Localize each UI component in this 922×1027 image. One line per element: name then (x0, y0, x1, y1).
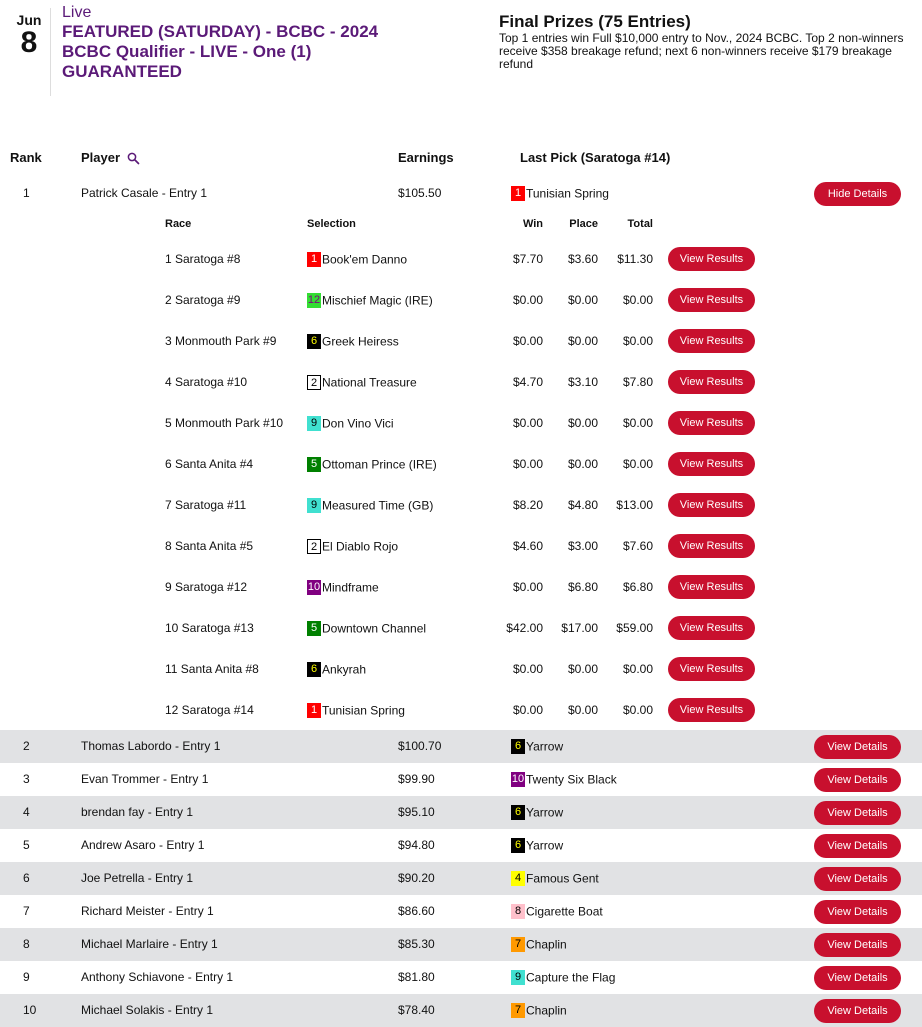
view-details-button[interactable]: View Details (814, 735, 901, 759)
view-results-button[interactable]: View Results (668, 616, 755, 640)
last-pick (511, 994, 567, 1027)
view-results-button[interactable]: View Results (668, 411, 755, 435)
selection-horse: Don Vino Vici (322, 416, 394, 431)
player-row (0, 829, 922, 862)
player-row (0, 961, 922, 994)
player-row (0, 895, 922, 928)
view-details-button[interactable]: View Details (814, 834, 901, 858)
post-number-badge: 10 (307, 581, 321, 594)
race-selection (307, 239, 407, 280)
prizes-title: Final Prizes (75 Entries) (499, 12, 691, 31)
total-payout: $6.80 (622, 580, 653, 594)
player-row (0, 796, 922, 829)
column-header-last-pick: Last Pick (Saratoga #14) (520, 150, 671, 165)
place-payout: $0.00 (567, 662, 598, 676)
total-payout: $0.00 (622, 293, 653, 307)
contest-title (62, 4, 472, 82)
sub-header-total: Total (627, 218, 653, 230)
contest-status: Live (62, 4, 92, 21)
player-name: Evan Trommer - Entry 1 (81, 772, 209, 786)
last-pick (511, 961, 615, 994)
sub-header-win: Win (522, 218, 543, 230)
post-number-badge: 7 (511, 937, 525, 952)
selection-horse: Tunisian Spring (322, 703, 405, 718)
post-number-badge: 1 (511, 186, 525, 201)
last-pick-horse: Yarrow (526, 739, 564, 754)
player-rank: 7 (23, 904, 30, 918)
sub-header-race: Race (165, 218, 192, 230)
place-payout: $3.00 (567, 539, 598, 553)
selection-horse: Ankyrah (322, 662, 367, 677)
post-number-badge: 4 (511, 871, 525, 886)
place-payout: $0.00 (567, 334, 598, 348)
contest-title-line: BCBC Qualifier - LIVE - One (1) (62, 42, 312, 61)
last-pick (511, 895, 603, 928)
view-details-button[interactable]: View Details (814, 867, 901, 891)
win-payout: $0.00 (512, 416, 543, 430)
player-rank: 6 (23, 871, 30, 885)
selection-horse: Book'em Danno (322, 252, 408, 267)
post-number-badge: 6 (511, 805, 525, 820)
post-number-badge: 1 (307, 252, 321, 267)
player-earnings: $81.80 (398, 970, 435, 984)
place-payout: $4.80 (567, 498, 598, 512)
place-payout: $17.00 (561, 621, 598, 635)
last-pick-horse: Chaplin (526, 1003, 567, 1018)
selection-horse: Measured Time (GB) (322, 498, 434, 513)
race-name: 6 Santa Anita #4 (165, 457, 254, 471)
post-number-badge: 7 (511, 1003, 525, 1018)
race-row (0, 280, 922, 321)
date-day: 8 (20, 26, 38, 59)
search-icon[interactable] (127, 152, 140, 165)
post-number-badge: 1 (307, 703, 321, 718)
column-header-earnings: Earnings (398, 150, 454, 165)
post-number-badge: 10 (511, 773, 525, 786)
player-earnings: $100.70 (398, 739, 442, 753)
view-results-button[interactable]: View Results (668, 247, 755, 271)
view-details-button[interactable]: View Details (814, 966, 901, 990)
win-payout: $0.00 (512, 580, 543, 594)
total-payout: $13.00 (616, 498, 653, 512)
place-payout: $3.60 (567, 252, 598, 266)
view-results-button[interactable]: View Results (668, 493, 755, 517)
player-name: Patrick Casale - Entry 1 (81, 186, 208, 200)
last-pick-horse: Chaplin (526, 937, 567, 952)
race-row (0, 526, 922, 567)
post-number-badge: 6 (511, 739, 525, 754)
player-earnings: $78.40 (398, 1003, 435, 1017)
post-number-badge: 8 (511, 904, 525, 919)
win-payout: $0.00 (512, 703, 543, 717)
place-payout: $0.00 (567, 293, 598, 307)
post-number-badge: 5 (307, 457, 321, 472)
win-payout: $4.70 (512, 375, 543, 389)
last-pick-horse: Twenty Six Black (526, 772, 617, 787)
place-payout: $0.00 (567, 703, 598, 717)
player-earnings: $94.80 (398, 838, 435, 852)
race-selection (307, 280, 433, 321)
column-header-rank: Rank (10, 150, 42, 165)
post-number-badge: 2 (307, 539, 321, 554)
race-row (0, 567, 922, 608)
race-selection (307, 567, 379, 608)
view-details-button[interactable]: View Details (814, 801, 901, 825)
post-number-badge: 6 (511, 838, 525, 853)
race-selection (307, 403, 394, 444)
total-payout: $0.00 (622, 334, 653, 348)
race-name: 12 Saratoga #14 (165, 703, 254, 717)
total-payout: $59.00 (616, 621, 653, 635)
player-row (0, 928, 922, 961)
contest-date (8, 6, 50, 58)
win-payout: $0.00 (512, 334, 543, 348)
view-results-button[interactable]: View Results (668, 657, 755, 681)
player-name: Thomas Labordo - Entry 1 (81, 739, 221, 753)
place-payout: $3.10 (567, 375, 598, 389)
post-number-badge: 9 (307, 416, 321, 431)
race-row (0, 690, 922, 731)
view-details-button[interactable]: View Details (814, 768, 901, 792)
race-name: 8 Santa Anita #5 (165, 539, 254, 553)
last-pick (511, 796, 563, 829)
win-payout: $8.20 (512, 498, 543, 512)
selection-horse: El Diablo Rojo (322, 539, 399, 554)
race-name: 1 Saratoga #8 (165, 252, 241, 266)
race-selection (307, 649, 366, 690)
total-payout: $0.00 (622, 662, 653, 676)
race-row (0, 649, 922, 690)
total-payout: $0.00 (622, 416, 653, 430)
contest-header (0, 0, 922, 110)
post-number-badge: 6 (307, 662, 321, 677)
selection-horse: Greek Heiress (322, 334, 399, 349)
view-results-button[interactable]: View Results (668, 534, 755, 558)
player-row (0, 862, 922, 895)
last-pick-horse: Cigarette Boat (526, 904, 603, 919)
race-name: 5 Monmouth Park #10 (165, 416, 284, 430)
date-month: Jun (16, 12, 42, 28)
last-pick-horse: Yarrow (526, 805, 564, 820)
race-selection (307, 608, 426, 649)
selection-horse: Ottoman Prince (IRE) (322, 457, 437, 472)
column-header-player-label: Player (81, 150, 121, 165)
race-selection (307, 321, 399, 362)
last-pick (511, 829, 563, 862)
race-name: 3 Monmouth Park #9 (165, 334, 277, 348)
race-name: 11 Santa Anita #8 (165, 662, 259, 676)
place-payout: $0.00 (567, 416, 598, 430)
player-name: Joe Petrella - Entry 1 (81, 871, 194, 885)
selection-horse: Downtown Channel (322, 621, 427, 636)
player-row (0, 763, 922, 796)
view-results-button[interactable]: View Results (668, 370, 755, 394)
place-payout: $6.80 (567, 580, 598, 594)
post-number-badge: 6 (307, 334, 321, 349)
hide-details-button[interactable]: Hide Details (814, 182, 901, 206)
last-pick-horse: Famous Gent (526, 871, 599, 886)
last-pick (511, 730, 563, 763)
prizes-description: Top 1 entries win Full $10,000 entry to Nov., 2024 BCBC. Top 2 non-winners receive $358 breakage refund; next 6 non-winners receive $179 breakage refund (499, 31, 904, 71)
view-results-button[interactable]: View Results (668, 452, 755, 476)
race-selection (307, 526, 398, 567)
view-results-button[interactable]: View Results (668, 698, 755, 722)
total-payout: $7.80 (622, 375, 653, 389)
player-earnings: $105.50 (398, 186, 442, 200)
selection-horse: National Treasure (322, 375, 417, 390)
player-earnings: $90.20 (398, 871, 435, 885)
player-name: Anthony Schiavone - Entry 1 (81, 970, 234, 984)
header-divider (50, 8, 51, 96)
selection-horse: Mischief Magic (IRE) (322, 293, 433, 308)
player-name: Michael Marlaire - Entry 1 (81, 937, 218, 951)
race-selection (307, 362, 417, 403)
selection-horse: Mindframe (322, 580, 379, 595)
player-name: Andrew Asaro - Entry 1 (81, 838, 205, 852)
last-pick-horse: Yarrow (526, 838, 564, 853)
post-number-badge: 5 (307, 621, 321, 636)
player-row (0, 730, 922, 763)
prizes-info (499, 12, 914, 71)
win-payout: $0.00 (512, 662, 543, 676)
player-earnings: $86.60 (398, 904, 435, 918)
race-name: 4 Saratoga #10 (165, 375, 248, 389)
win-payout: $0.00 (512, 293, 543, 307)
race-name: 7 Saratoga #11 (165, 498, 247, 512)
win-payout: $0.00 (512, 457, 543, 471)
last-pick-horse: Tunisian Spring (526, 186, 609, 201)
contest-title-line: FEATURED (SATURDAY) - BCBC - 2024 (62, 22, 379, 41)
view-results-button[interactable]: View Results (668, 288, 755, 312)
last-pick-horse: Capture the Flag (526, 970, 616, 985)
race-row (0, 444, 922, 485)
total-payout: $0.00 (622, 457, 653, 471)
race-row (0, 362, 922, 403)
total-payout: $7.60 (622, 539, 653, 553)
race-name: 10 Saratoga #13 (165, 621, 254, 635)
post-number-badge: 9 (511, 970, 525, 985)
player-rank: 8 (23, 937, 30, 951)
player-rank: 1 (23, 186, 30, 200)
player-name: brendan fay - Entry 1 (81, 805, 194, 819)
column-header-player[interactable] (81, 150, 140, 165)
total-payout: $11.30 (617, 252, 653, 266)
view-details-button[interactable]: View Details (814, 999, 901, 1023)
player-rank: 2 (23, 739, 30, 753)
place-payout: $0.00 (567, 457, 598, 471)
post-number-badge: 9 (307, 498, 321, 513)
race-name: 2 Saratoga #9 (165, 293, 241, 307)
sub-header-selection: Selection (307, 218, 356, 230)
total-payout: $0.00 (622, 703, 653, 717)
player-row (0, 177, 922, 210)
last-pick (511, 862, 599, 895)
race-row (0, 321, 922, 362)
race-row (0, 485, 922, 526)
win-payout: $42.00 (506, 621, 543, 635)
post-number-badge: 2 (307, 375, 321, 390)
sub-header-place: Place (569, 218, 598, 230)
player-row (0, 994, 922, 1027)
player-rank: 10 (23, 1003, 37, 1017)
race-selection (307, 485, 433, 526)
race-selection (307, 690, 405, 731)
post-number-badge: 12 (307, 294, 321, 307)
race-name: 9 Saratoga #12 (165, 580, 248, 594)
view-details-button[interactable]: View Details (814, 933, 901, 957)
player-name: Richard Meister - Entry 1 (81, 904, 214, 918)
player-rank: 5 (23, 838, 30, 852)
player-name: Michael Solakis - Entry 1 (81, 1003, 214, 1017)
race-row (0, 608, 922, 649)
player-rank: 9 (23, 970, 30, 984)
win-payout: $4.60 (512, 539, 543, 553)
player-rank: 4 (23, 805, 30, 819)
view-results-button[interactable]: View Results (668, 329, 755, 353)
player-earnings: $95.10 (398, 805, 435, 819)
contest-title-line: GUARANTEED (62, 62, 182, 81)
player-earnings: $99.90 (398, 772, 435, 786)
win-payout: $7.70 (512, 252, 543, 266)
last-pick (511, 928, 567, 961)
view-results-button[interactable]: View Results (668, 575, 755, 599)
last-pick (511, 177, 609, 210)
race-row (0, 239, 922, 280)
player-earnings: $85.30 (398, 937, 435, 951)
race-row (0, 403, 922, 444)
last-pick (511, 763, 617, 796)
race-selection (307, 444, 437, 485)
view-details-button[interactable]: View Details (814, 900, 901, 924)
player-rank: 3 (23, 772, 30, 786)
